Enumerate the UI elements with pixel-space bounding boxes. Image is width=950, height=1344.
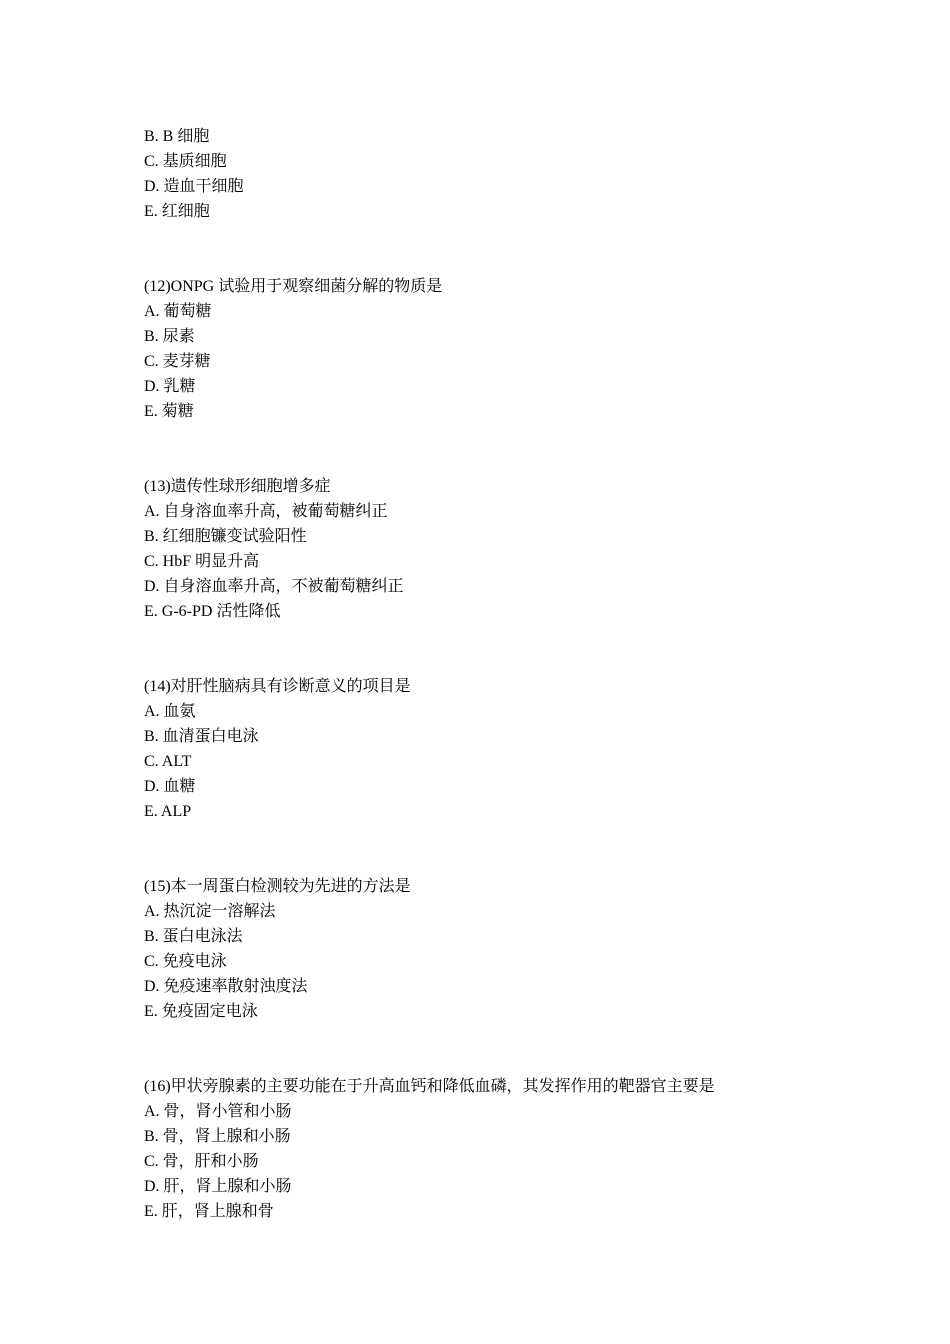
option-line: D. 乳糖 <box>144 378 196 395</box>
option-line: A. 热沉淀一溶解法 <box>144 903 276 920</box>
option-line: E. 红细胞 <box>144 203 210 220</box>
question-11-options-continued <box>144 124 844 224</box>
question-stem: (16)甲状旁腺素的主要功能在于升高血钙和降低血磷，其发挥作用的靶器官主要是 <box>144 1078 715 1095</box>
option-line: C. 基质细胞 <box>144 153 227 170</box>
option-line: D. 自身溶血率升高，不被葡萄糖纠正 <box>144 578 404 595</box>
option-line: E. 肝，肾上腺和骨 <box>144 1203 274 1220</box>
option-line: B. 红细胞镰变试验阳性 <box>144 528 307 545</box>
option-line: D. 免疫速率散射浊度法 <box>144 978 308 995</box>
option-line: C. 骨，肝和小肠 <box>144 1153 259 1170</box>
option-line: B. 血清蛋白电泳 <box>144 728 259 745</box>
option-line: B. 蛋白电泳法 <box>144 928 243 945</box>
option-line: E. ALP <box>144 803 192 820</box>
option-line: D. 造血干细胞 <box>144 178 244 195</box>
option-line: C. 麦芽糖 <box>144 353 211 370</box>
option-line: D. 血糖 <box>144 778 196 795</box>
option-line: C. HbF 明显升高 <box>144 553 260 570</box>
option-line: B. B 细胞 <box>144 128 210 145</box>
question-13 <box>144 474 844 624</box>
option-line: B. 尿素 <box>144 328 195 345</box>
option-line: A. 自身溶血率升高，被葡萄糖纠正 <box>144 503 388 520</box>
question-14 <box>144 674 844 824</box>
question-stem: (15)本一周蛋白检测较为先进的方法是 <box>144 878 411 895</box>
option-line: E. G-6-PD 活性降低 <box>144 603 281 620</box>
question-stem: (14)对肝性脑病具有诊断意义的项目是 <box>144 678 411 695</box>
option-line: A. 骨，肾小管和小肠 <box>144 1103 292 1120</box>
question-stem: (12)ONPG 试验用于观察细菌分解的物质是 <box>144 278 443 295</box>
question-16 <box>144 1074 844 1224</box>
question-15 <box>144 874 844 1024</box>
option-line: C. ALT <box>144 753 192 770</box>
option-line: B. 骨，肾上腺和小肠 <box>144 1128 291 1145</box>
question-stem: (13)遗传性球形细胞增多症 <box>144 478 331 495</box>
option-line: E. 菊糖 <box>144 403 194 420</box>
option-line: E. 免疫固定电泳 <box>144 1003 258 1020</box>
option-line: A. 葡萄糖 <box>144 303 212 320</box>
option-line: C. 免疫电泳 <box>144 953 227 970</box>
document-page <box>144 124 844 1224</box>
option-line: D. 肝，肾上腺和小肠 <box>144 1178 292 1195</box>
question-12 <box>144 274 844 424</box>
option-line: A. 血氨 <box>144 703 196 720</box>
